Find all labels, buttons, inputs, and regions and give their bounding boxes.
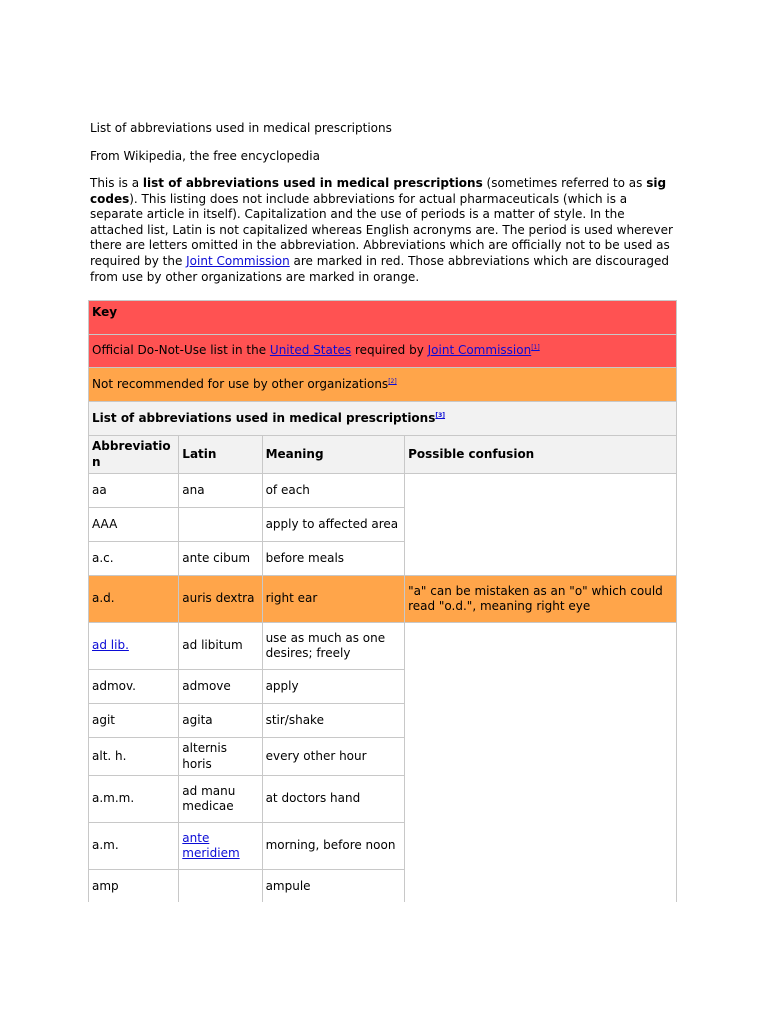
abbreviations-table (88, 300, 677, 902)
abbreviation-cell: a.m. (89, 823, 179, 870)
abbreviation-cell: a.d. (89, 576, 179, 623)
source-line: From Wikipedia, the free encyclopedia (90, 149, 320, 163)
latin-cell: ante cibum (179, 542, 262, 576)
latin-cell: alternis horis (179, 738, 262, 776)
latin-cell: auris dextra (179, 576, 262, 623)
header-meaning: Meaning (262, 436, 404, 474)
latin-cell: admove (179, 670, 262, 704)
abbreviation-cell: agit (89, 704, 179, 738)
table-row (89, 623, 677, 670)
meaning-cell: apply (262, 670, 404, 704)
key-orange-text: Not recommended for use by other organizations (92, 376, 389, 391)
meaning-cell: before meals (262, 542, 404, 576)
reference-3[interactable]: [3] (435, 411, 446, 419)
latin-cell: ana (179, 474, 262, 508)
confusion-cell (405, 623, 677, 903)
list-title-row (89, 402, 677, 436)
meaning-cell: apply to affected area (262, 508, 404, 542)
latin-cell (179, 823, 262, 870)
confusion-cell: "a" can be mistaken as an "o" which could read "o.d.", meaning right eye (405, 576, 677, 623)
latin-cell (179, 508, 262, 542)
intro-text: This is a (90, 176, 143, 190)
abbreviation-cell: AAA (89, 508, 179, 542)
meaning-cell: at doctors hand (262, 776, 404, 823)
abbreviation-cell: alt. h. (89, 738, 179, 776)
intro-text: ). This listing does not include abbreviations for actual pharmaceuticals (which is a separate article in itself). Capitalization and the use of periods is a matter of style. In the attached list, Latin is not capitalized whereas English acronyms are. The period is used wherever there are letters omitted in the abbreviation. Abbreviations which are officially not to be used as required by the (90, 191, 673, 268)
abbreviation-cell: admov. (89, 670, 179, 704)
key-orange-cell (89, 368, 677, 402)
abbreviation-cell: a.m.m. (89, 776, 179, 823)
meaning-cell: ampule (262, 870, 404, 903)
meaning-cell: stir/shake (262, 704, 404, 738)
table-row (89, 576, 677, 623)
ad-lib-link[interactable]: ad lib. (92, 638, 129, 653)
latin-cell (179, 870, 262, 903)
meaning-cell: use as much as one desires; freely (262, 623, 404, 670)
abbreviation-cell: aa (89, 474, 179, 508)
abbreviations-table-container (88, 300, 678, 902)
latin-cell: ad manu medicae (179, 776, 262, 823)
column-header-row (89, 436, 677, 474)
header-abbreviation: Abbreviation (89, 436, 179, 474)
header-latin: Latin (179, 436, 262, 474)
meaning-cell: morning, before noon (262, 823, 404, 870)
ante-meridiem-link[interactable]: ante meridiem (182, 830, 240, 860)
latin-cell: agita (179, 704, 262, 738)
meaning-cell: of each (262, 474, 404, 508)
joint-commission-link[interactable]: Joint Commission (186, 253, 290, 268)
reference-2[interactable]: [2] (388, 377, 397, 385)
intro-text: (sometimes referred to as (482, 176, 647, 190)
intro-paragraph (90, 176, 678, 285)
intro-bold-sig-codes: sig codes (90, 176, 667, 206)
list-title: List of abbreviations used in medical prescriptions (92, 410, 436, 425)
list-title-cell (89, 402, 677, 436)
key-red-text: required by (351, 343, 428, 358)
document-title: List of abbreviations used in medical prescriptions (90, 121, 392, 135)
key-row (89, 301, 677, 335)
table-row (89, 474, 677, 508)
abbreviation-cell: a.c. (89, 542, 179, 576)
key-red-cell (89, 335, 677, 368)
key-red-row (89, 335, 677, 368)
abbreviation-cell: amp (89, 870, 179, 903)
key-red-text: Official Do-Not-Use list in the (92, 343, 270, 358)
intro-bold-term: list of abbreviations used in medical prescriptions (142, 176, 483, 190)
confusion-cell (405, 474, 677, 576)
reference-1[interactable]: [1] (531, 344, 540, 352)
united-states-link[interactable]: United States (269, 343, 352, 358)
article-body (90, 120, 678, 285)
intro-text: are marked in red. Those abbreviations which are discouraged from use by other organizations are marked in orange. (90, 253, 669, 284)
latin-cell: ad libitum (179, 623, 262, 670)
abbreviation-cell (89, 623, 179, 670)
header-possible-confusion: Possible confusion (405, 436, 677, 474)
key-label: Key (89, 301, 677, 335)
meaning-cell: right ear (262, 576, 404, 623)
meaning-cell: every other hour (262, 738, 404, 776)
joint-commission-link[interactable]: Joint Commission (427, 343, 532, 358)
key-orange-row (89, 368, 677, 402)
